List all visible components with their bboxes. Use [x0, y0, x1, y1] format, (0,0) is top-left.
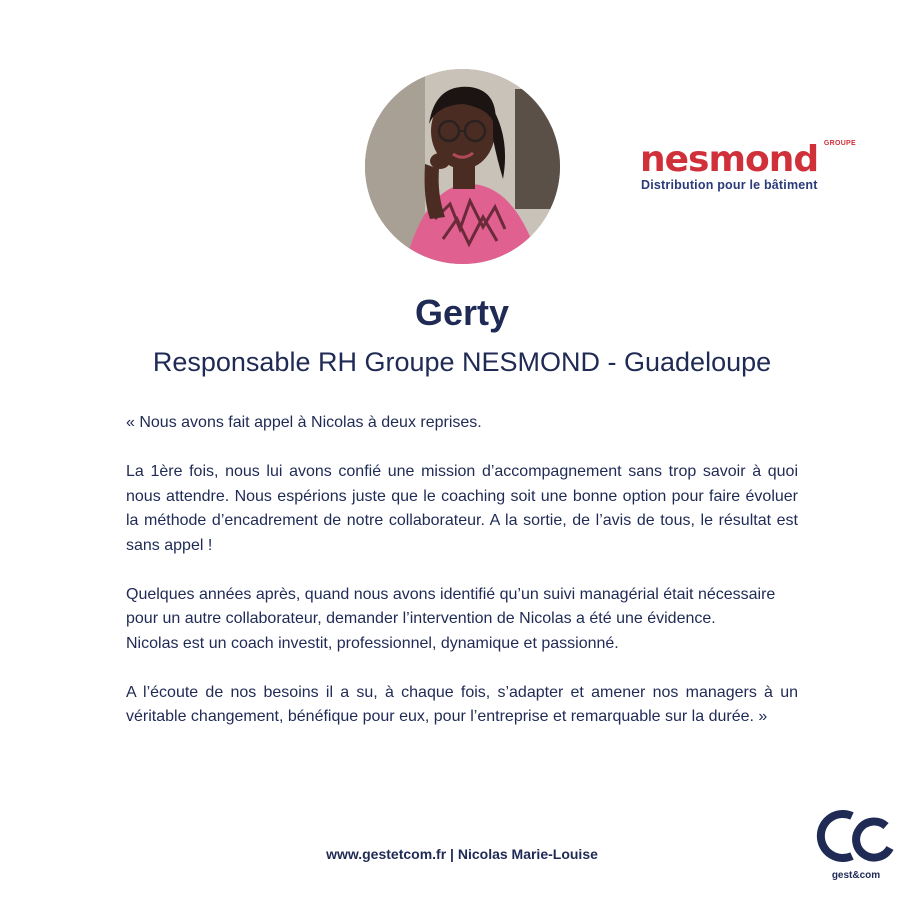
testimonial-paragraph-3-line-2: Nicolas est un coach investit, professionnel, dynamique et passionné. — [126, 634, 619, 652]
profile-photo-illustration — [365, 69, 560, 264]
nesmond-logo-tagline: Distribution pour le bâtiment — [641, 178, 818, 192]
testimonial-paragraph-1: « Nous avons fait appel à Nicolas à deux reprises. — [126, 414, 482, 431]
testimonial-paragraph-3 — [126, 583, 798, 632]
testimonial-paragraph-4: A l’écoute de nos besoins il a su, à chaque fois, s’adapter et amener nos managers à un véritable changement, bénéfique pour eux, pour l’entreprise et remarquable sur la durée. » — [126, 683, 798, 725]
footer-text: www.gestetcom.fr | Nicolas Marie-Louise — [326, 846, 598, 862]
nesmond-logo — [640, 140, 860, 200]
testimonial-paragraph-3b — [126, 632, 798, 657]
nesmond-logo-name: nesmond — [640, 139, 819, 180]
testimonial-paragraph-2: La 1ère fois, nous lui avons confié une mission d’accompagnement sans trop savoir à quoi nous attendre. Nous espérions juste que le coaching soit une bonne option pour faire évoluer la méthode d’encadrement de notre collaborateur. A la sortie, de l’avis de tous, le résultat est sans appel ! — [126, 463, 798, 554]
nesmond-logo-groupe: GROUPE — [823, 140, 856, 147]
testimonial-paragraph-3-line-1: Quelques années après, quand nous avons identifié qu’un suivi managérial était nécessaire pour un autre collaborateur, demander l’intervention de Nicolas a été une évidence. — [126, 585, 776, 627]
profile-photo — [365, 69, 560, 264]
person-role: Responsable RH Groupe NESMOND - Guadeloupe — [152, 347, 772, 377]
testimonial — [126, 411, 798, 754]
person-name: Gerty — [414, 292, 510, 333]
gest-com-logo-text: gest&com — [831, 870, 881, 881]
